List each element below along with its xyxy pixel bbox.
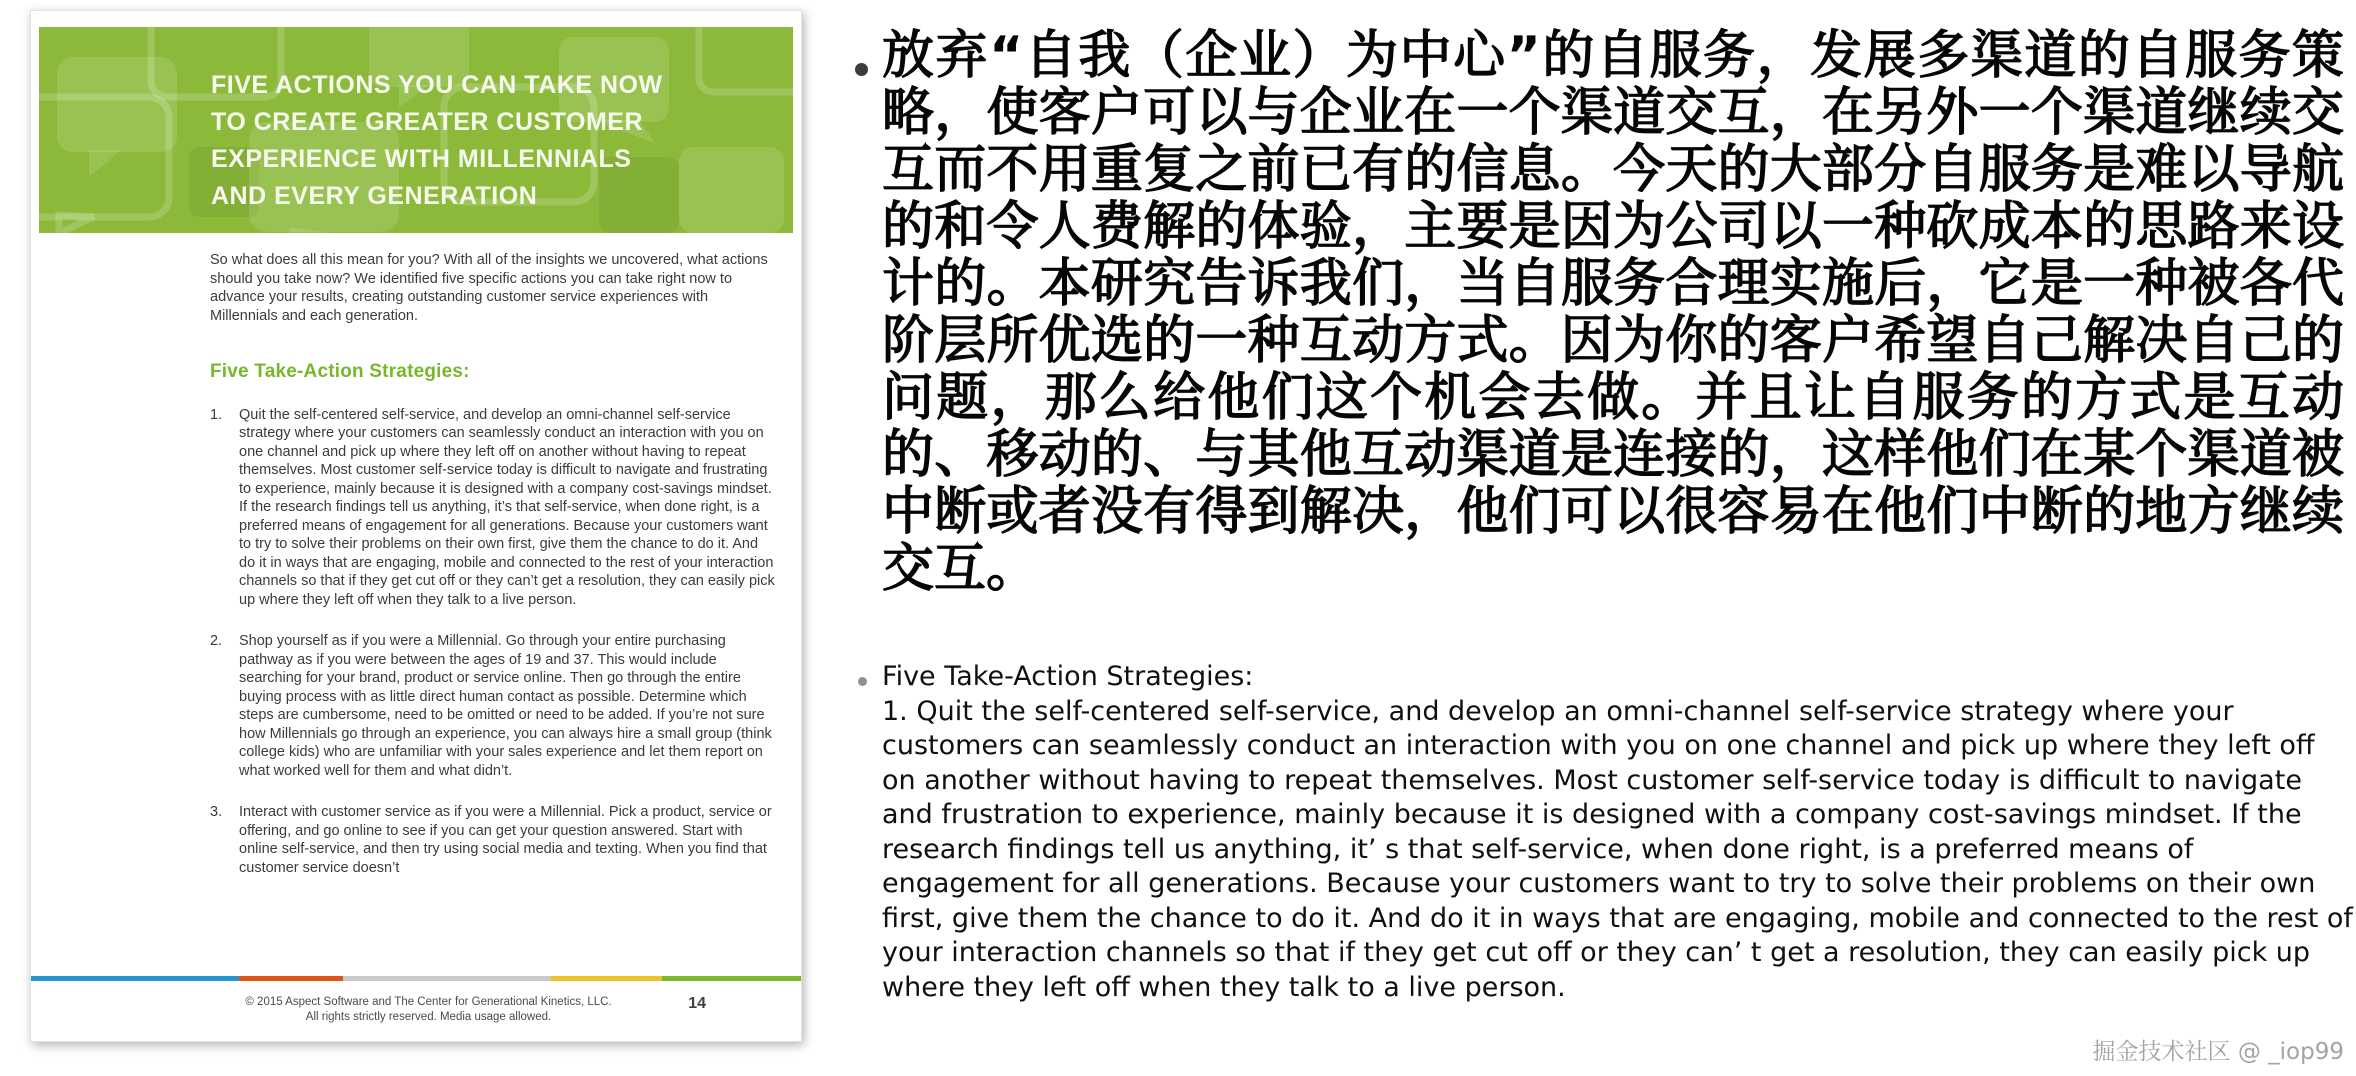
list-item: [210, 406, 776, 610]
strategies-list: [210, 406, 776, 878]
footer-bar-segment-yellow: [551, 976, 663, 981]
document-title-line: EXPERIENCE WITH MILLENNIALS: [211, 145, 632, 173]
footer-bar-segment-green: [662, 976, 801, 981]
copyright-notice: [206, 995, 651, 1025]
document-subheading: Five Take-Action Strategies:: [210, 361, 470, 382]
footer-bar-segment-blue: [31, 976, 239, 981]
list-item-number: 3.: [210, 804, 223, 820]
document-intro-paragraph: So what does all this mean for you? With all of the insights we uncovered, what actions should you take now? We identified five specific actions you can take right now to advance your results, creating outstanding customer service experiences with Millennials and each generation.: [210, 252, 768, 324]
list-item: [210, 632, 776, 780]
list-item-text: Shop yourself as if you were a Millennial. Go through your entire purchasing pathway as if you were between the ages of 19 and 37. This would include searching for your brand, product or service online. Then go through the entire buying process with as little direct human contact as possible. Determine which steps are cumbersome, need to be omitted or need to be added. If you’re not sure how Millennials go through an experience, you can always hire a small group (think college kids) who are unfamiliar with your sales experience and let them report on what worked well for them and what didn’t.: [239, 633, 772, 779]
document-title-line: TO CREATE GREATER CUSTOMER: [211, 108, 644, 136]
document-title-line: AND EVERY GENERATION: [211, 182, 538, 210]
document-title: [211, 67, 771, 215]
list-item-number: 1.: [210, 406, 223, 423]
copyright-line: © 2015 Aspect Software and The Center for Generational Kinetics, LLC.: [245, 996, 612, 1008]
copyright-line: All rights strictly reserved. Media usage allowed.: [305, 1011, 552, 1023]
english-source-block: [882, 660, 2356, 1005]
document-header-banner: [39, 27, 793, 233]
footer-bar-segment-gray: [343, 976, 551, 981]
footer-color-bar: [31, 976, 801, 981]
english-source-paragraph: 1. Quit the self-centered self-service, and develop an omni-channel self-service strategy where your customers can seamlessly conduct an interaction with you on one channel and pick up where they left off on another without having to repeat themselves. Most customer self-service today is difficult to navigate and frustration to experience, mainly because it is designed with a company cost-savings mindset. If the research findings tell us anything, it’ s that self-service, when done right, is a preferred means of engagement for all generations. Because your customers want to try to solve their problems on their own first, give them the chance to do it. And do it in ways that are engaging, mobile and connected to the rest of your interaction channels so that if they get cut off or they can’ t get a resolution, they can easily pick up where they left off when they talk to a live person.: [882, 695, 2353, 1003]
footer-bar-segment-orange: [239, 976, 343, 981]
watermark: 掘金技术社区 @ _iop99: [2092, 1039, 2344, 1065]
list-item-text: Quit the self-centered self-service, and develop an omni-channel self-service strategy where your customers can seamlessly conduct an interaction with you on one channel and pick up where they left off on another without having to repeat themselves. Most customer self-service today is difficult to navigate and frustrating to experience, mainly because it is designed with a company cost-savings mindset. If the research findings tell us anything, it’s that self-service, when done right, is a preferred means of engagement for all generations. Because your customers want to try to solve their problems on their own first, give them the chance to do it. And do it in ways that are engaging, mobile and connected to the rest of your interaction channels so that if they get cut off or they can’t get a resolution, they can easily pick up where they left off when they talk to a live person.: [239, 406, 775, 608]
document-title-line: FIVE ACTIONS YOU CAN TAKE NOW: [211, 71, 663, 99]
bullet-point-icon: [855, 63, 868, 76]
document-page: [30, 10, 802, 1042]
list-item: [210, 803, 776, 877]
document-body: [210, 251, 776, 900]
list-item-number: 2.: [210, 633, 223, 649]
english-source-heading: Five Take-Action Strategies:: [882, 661, 1254, 692]
list-item-text: Interact with customer service as if you were a Millennial. Pick a product, service or offering, and go online to see if you can get your question answered. Start with online self-service, and then try using social media and texting. When you find that customer service doesn’t: [239, 804, 772, 876]
bullet-point-icon: [858, 677, 867, 686]
chinese-translation-paragraph: 放弃“自我（企业）为中心”的自服务，发展多渠道的自服务策略，使客户可以与企业在一个渠道交互，在另外一个渠道继续交互而不用重复之前已有的信息。今天的大部分自服务是难以导航的和令人费解的体验，主要是因为公司以一种砍成本的思路来设计的。本研究告诉我们，当自服务合理实施后，它是一种被各代阶层所优选的一种互动方式。因为你的客户希望自己解决自己的问题，那么给他们这个机会去做。并且让自服务的方式是互动的、移动的、与其他互动渠道是连接的，这样他们在某个渠道被中断或者没有得到解决，他们可以很容易在他们中断的地方继续交互。: [882, 26, 2344, 599]
page-number: 14: [688, 995, 706, 1012]
